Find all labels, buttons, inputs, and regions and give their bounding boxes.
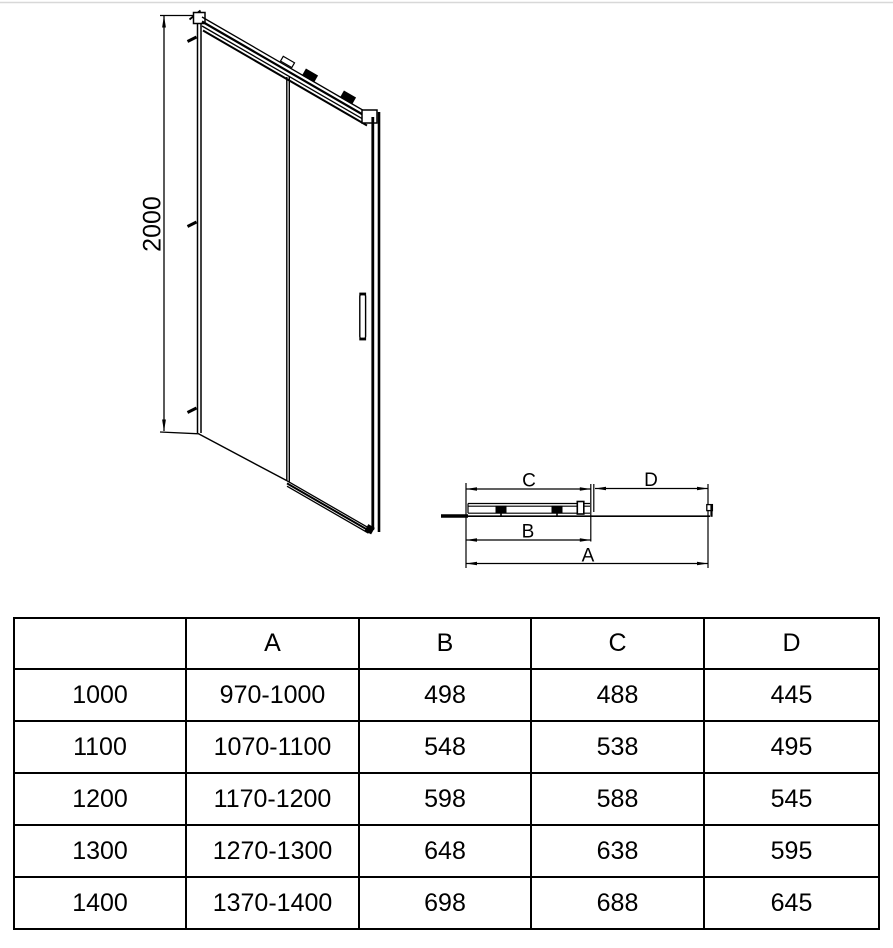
value-cell-d: 595 <box>704 825 879 877</box>
right-door-edge <box>373 112 379 532</box>
plan-view-drawing <box>441 470 712 568</box>
plan-roller <box>496 506 507 514</box>
size-table <box>13 617 880 930</box>
front-view-drawing <box>139 11 380 535</box>
table-header-row <box>14 618 879 669</box>
dim-label-b: B <box>521 521 535 543</box>
size-cell: 1300 <box>14 825 186 877</box>
height-dimension <box>139 11 201 434</box>
door-handle <box>359 293 366 341</box>
table-row <box>14 669 879 721</box>
value-cell-a: 1070-1100 <box>186 721 359 773</box>
value-cell-d: 495 <box>704 721 879 773</box>
dimension-a <box>466 546 708 567</box>
value-cell-a: 1370-1400 <box>186 877 359 929</box>
dim-label-c: C <box>522 470 536 492</box>
table-row <box>14 721 879 773</box>
table-row <box>14 877 879 929</box>
header-cell-c: C <box>531 618 704 669</box>
size-cell: 1100 <box>14 721 186 773</box>
plan-track-assembly <box>441 502 712 517</box>
header-cell-b: B <box>359 618 531 669</box>
size-cell: 1200 <box>14 773 186 825</box>
value-cell-c: 488 <box>531 669 704 721</box>
wall-mount-brackets <box>188 37 197 413</box>
value-cell-d: 445 <box>704 669 879 721</box>
size-cell: 1000 <box>14 669 186 721</box>
dim-label-a: A <box>581 545 595 567</box>
value-cell-a: 1270-1300 <box>186 825 359 877</box>
value-cell-a: 1170-1200 <box>186 773 359 825</box>
table-row <box>14 773 879 825</box>
value-cell-b: 548 <box>359 721 531 773</box>
value-cell-c: 588 <box>531 773 704 825</box>
value-cell-d: 545 <box>704 773 879 825</box>
middle-stile <box>287 77 290 482</box>
value-cell-c: 688 <box>531 877 704 929</box>
size-cell: 1400 <box>14 877 186 929</box>
header-cell-d: D <box>704 618 879 669</box>
plan-bracket <box>577 502 584 515</box>
dim-label-2000: 2000 <box>138 196 167 252</box>
dimension-b <box>466 522 591 543</box>
header-cell-size <box>14 618 186 669</box>
value-cell-b: 698 <box>359 877 531 929</box>
value-cell-b: 598 <box>359 773 531 825</box>
top-right-cap <box>362 110 377 123</box>
value-cell-c: 538 <box>531 721 704 773</box>
value-cell-b: 498 <box>359 669 531 721</box>
value-cell-d: 645 <box>704 877 879 929</box>
plan-roller <box>552 506 563 514</box>
value-cell-b: 648 <box>359 825 531 877</box>
left-wall-profile <box>188 13 206 434</box>
dim-label-d: D <box>644 470 658 491</box>
header-cell-a: A <box>186 618 359 669</box>
value-cell-c: 638 <box>531 825 704 877</box>
table-row <box>14 825 879 877</box>
dimension-c <box>466 471 591 492</box>
value-cell-a: 970-1000 <box>186 669 359 721</box>
dimension-d <box>595 470 708 491</box>
